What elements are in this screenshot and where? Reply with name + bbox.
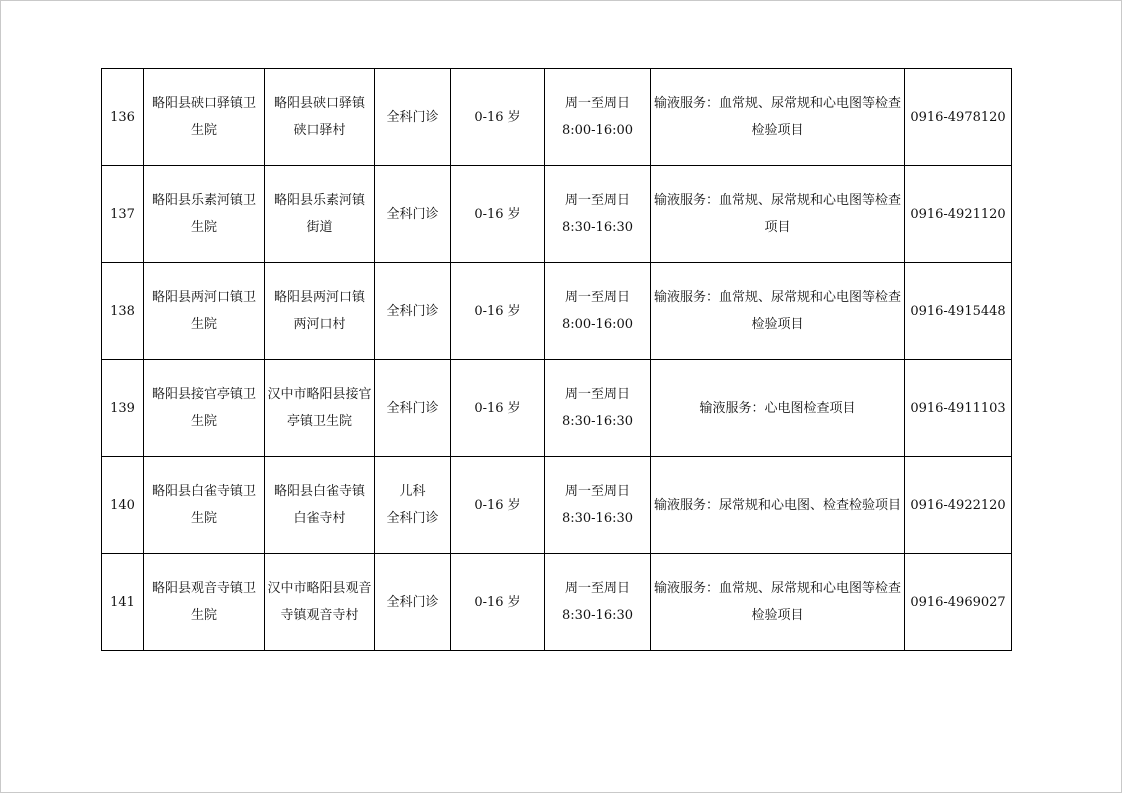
address-cell — [265, 554, 375, 651]
institution-name-cell — [144, 69, 265, 166]
department-line: 全科门诊 — [386, 206, 439, 222]
age-range: 0-16 岁 — [474, 594, 521, 610]
phone-number-cell — [905, 166, 1012, 263]
department-cell — [375, 360, 451, 457]
institution-name-line: 略阳县白雀寺镇卫 — [151, 484, 256, 499]
service-hours-line: 周一至周日 — [564, 484, 630, 499]
service-hours-cell — [545, 69, 651, 166]
phone-number-cell — [905, 457, 1012, 554]
department-line: 儿科 — [399, 484, 426, 499]
phone-number-cell — [905, 554, 1012, 651]
institution-name-line: 生院 — [190, 220, 217, 235]
institution-name-line: 略阳县接官亭镇卫 — [151, 387, 256, 402]
department-line: 全科门诊 — [386, 511, 439, 526]
service-hours-line: 周一至周日 — [564, 193, 630, 208]
table-body — [102, 69, 1012, 651]
institution-name-cell — [144, 360, 265, 457]
service-items-cell — [651, 263, 905, 360]
phone-number-cell — [905, 69, 1012, 166]
service-hours-line: 周一至周日 — [564, 581, 630, 596]
department-line: 全科门诊 — [386, 400, 439, 416]
service-hours-line: 8:00-16:00 — [561, 317, 634, 332]
table-row — [102, 554, 1012, 651]
phone-number: 0916-4915448 — [910, 303, 1006, 319]
address-cell — [265, 69, 375, 166]
age-range-cell — [451, 360, 545, 457]
row-number: 140 — [110, 497, 135, 513]
address-line: 硖口驿村 — [293, 123, 346, 138]
address-line: 寺镇观音寺村 — [280, 608, 359, 623]
address-cell — [265, 360, 375, 457]
department-cell — [375, 166, 451, 263]
service-items-line: 检验项目 — [751, 317, 804, 332]
address-cell — [265, 166, 375, 263]
service-items-cell — [651, 69, 905, 166]
institution-name-line: 略阳县乐素河镇卫 — [151, 193, 256, 208]
institution-name-cell — [144, 554, 265, 651]
address-line: 亭镇卫生院 — [286, 414, 352, 429]
service-hours-cell — [545, 554, 651, 651]
department-line: 全科门诊 — [386, 109, 439, 125]
address-line: 略阳县白雀寺镇 — [273, 484, 365, 499]
service-hours-line: 周一至周日 — [564, 96, 630, 111]
service-items-line: 输液服务：血常规、尿常规和心电图等检查 — [653, 96, 901, 111]
service-hours-cell — [545, 263, 651, 360]
service-items-line: 输液服务：血常规、尿常规和心电图等检查 — [653, 193, 901, 208]
age-range: 0-16 岁 — [474, 206, 521, 222]
service-hours-line: 8:30-16:30 — [561, 511, 634, 526]
service-hours-line: 8:30-16:30 — [561, 220, 634, 235]
age-range-cell — [451, 554, 545, 651]
service-items-line: 输液服务：心电图检查项目 — [699, 400, 856, 416]
age-range: 0-16 岁 — [474, 400, 521, 416]
phone-number-cell — [905, 263, 1012, 360]
row-number-cell — [102, 457, 144, 554]
phone-number: 0916-4911103 — [910, 400, 1006, 416]
phone-number: 0916-4922120 — [910, 497, 1006, 513]
row-number: 141 — [110, 594, 135, 610]
institution-name-line: 略阳县硖口驿镇卫 — [151, 96, 256, 111]
row-number-cell — [102, 263, 144, 360]
phone-number: 0916-4921120 — [910, 206, 1006, 222]
clinic-table — [101, 68, 1012, 651]
address-line: 街道 — [306, 220, 333, 235]
institution-name-line: 生院 — [190, 414, 217, 429]
service-hours-line: 8:30-16:30 — [561, 414, 634, 429]
row-number-cell — [102, 554, 144, 651]
age-range: 0-16 岁 — [474, 109, 521, 125]
service-hours-cell — [545, 166, 651, 263]
address-cell — [265, 263, 375, 360]
institution-name-cell — [144, 457, 265, 554]
service-items-cell — [651, 360, 905, 457]
row-number-cell — [102, 69, 144, 166]
address-line: 略阳县硖口驿镇 — [273, 96, 365, 111]
institution-name-cell — [144, 263, 265, 360]
institution-name-line: 生院 — [190, 511, 217, 526]
service-items-cell — [651, 554, 905, 651]
address-line: 略阳县两河口镇 — [273, 290, 365, 305]
phone-number: 0916-4969027 — [910, 594, 1006, 610]
address-line: 汉中市略阳县接官 — [267, 387, 372, 402]
table-row — [102, 360, 1012, 457]
institution-name-line: 生院 — [190, 123, 217, 138]
row-number-cell — [102, 360, 144, 457]
age-range-cell — [451, 263, 545, 360]
address-line: 白雀寺村 — [293, 511, 346, 526]
department-line: 全科门诊 — [386, 303, 439, 319]
age-range: 0-16 岁 — [474, 303, 521, 319]
service-hours-line: 周一至周日 — [564, 387, 630, 402]
table-row — [102, 263, 1012, 360]
department-line: 全科门诊 — [386, 594, 439, 610]
phone-number: 0916-4978120 — [910, 109, 1006, 125]
service-hours-line: 8:30-16:30 — [561, 608, 634, 623]
service-items-cell — [651, 457, 905, 554]
service-items-line: 输液服务：尿常规和心电图、检查检验项目 — [653, 497, 901, 513]
service-items-line: 项目 — [764, 220, 791, 235]
row-number: 139 — [110, 400, 135, 416]
service-items-cell — [651, 166, 905, 263]
service-items-line: 输液服务：血常规、尿常规和心电图等检查 — [653, 581, 901, 596]
row-number: 136 — [110, 109, 135, 125]
table-row — [102, 69, 1012, 166]
institution-name-cell — [144, 166, 265, 263]
service-items-line: 检验项目 — [751, 123, 804, 138]
service-hours-cell — [545, 457, 651, 554]
row-number-cell — [102, 166, 144, 263]
age-range-cell — [451, 457, 545, 554]
age-range-cell — [451, 166, 545, 263]
address-line: 两河口村 — [293, 317, 346, 332]
service-hours-line: 周一至周日 — [564, 290, 630, 305]
row-number: 138 — [110, 303, 135, 319]
age-range: 0-16 岁 — [474, 497, 521, 513]
table-row — [102, 166, 1012, 263]
department-cell — [375, 554, 451, 651]
institution-name-line: 生院 — [190, 608, 217, 623]
address-cell — [265, 457, 375, 554]
address-line: 略阳县乐素河镇 — [273, 193, 365, 208]
institution-name-line: 略阳县两河口镇卫 — [151, 290, 256, 305]
service-hours-cell — [545, 360, 651, 457]
department-cell — [375, 69, 451, 166]
row-number: 137 — [110, 206, 135, 222]
institution-name-line: 略阳县观音寺镇卫 — [151, 581, 256, 596]
table-row — [102, 457, 1012, 554]
address-line: 汉中市略阳县观音 — [267, 581, 372, 596]
age-range-cell — [451, 69, 545, 166]
service-items-line: 输液服务：血常规、尿常规和心电图等检查 — [653, 290, 901, 305]
department-cell — [375, 263, 451, 360]
service-hours-line: 8:00-16:00 — [561, 123, 634, 138]
phone-number-cell — [905, 360, 1012, 457]
department-cell — [375, 457, 451, 554]
institution-name-line: 生院 — [190, 317, 217, 332]
service-items-line: 检验项目 — [751, 608, 804, 623]
